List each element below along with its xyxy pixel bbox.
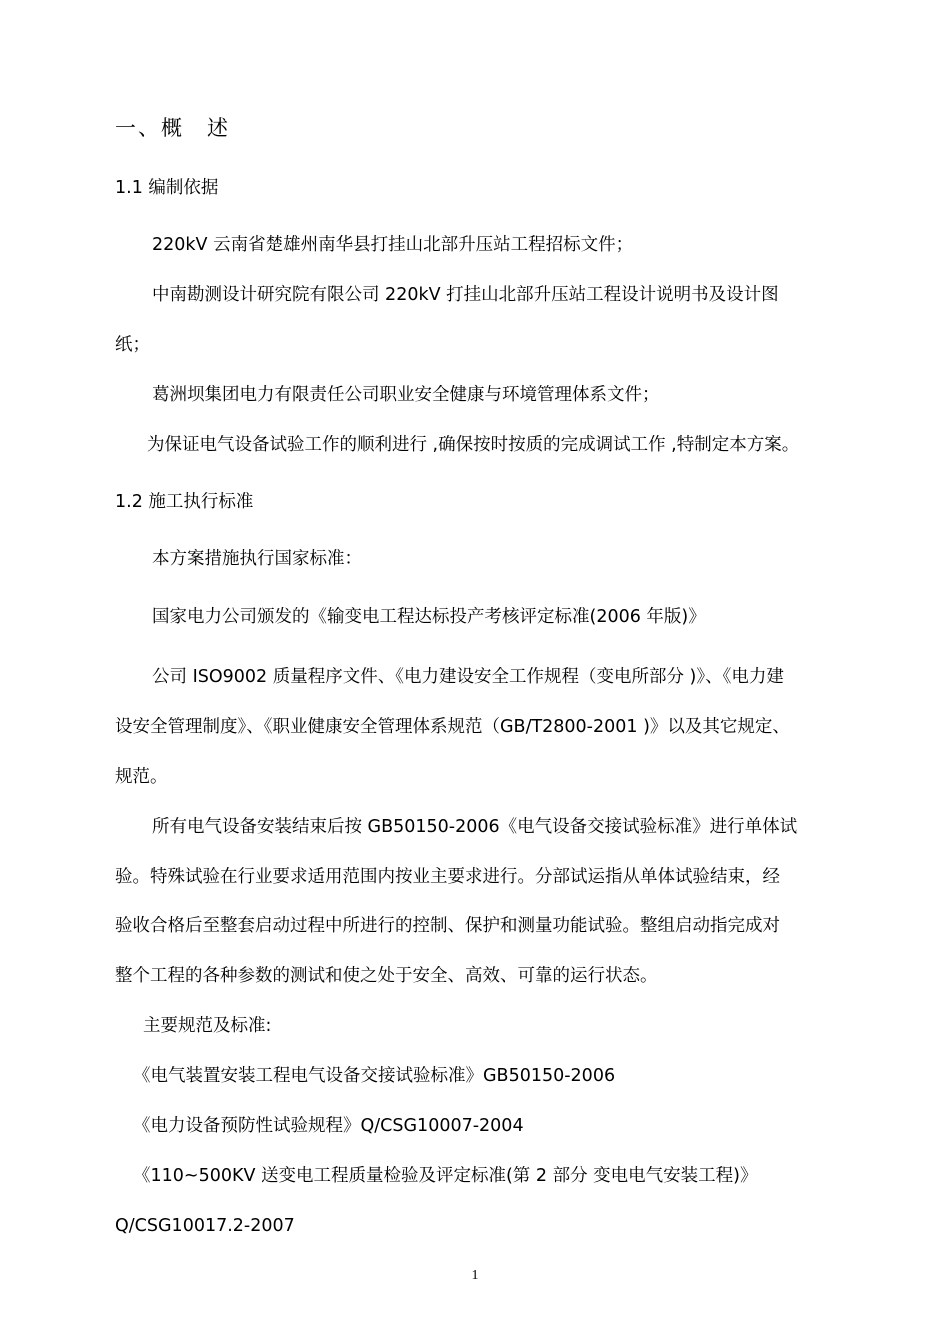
section-heading-1-2: 1.2 施工执行标准: [115, 492, 254, 512]
standard-reference: Q/CSG10017.2-2007: [115, 1216, 295, 1236]
paragraph: 220kV 云南省楚雄州南华县打挂山北部升压站工程招标文件；: [152, 235, 634, 255]
section-heading-1-1: 1.1 编制依据: [115, 178, 219, 198]
paragraph: 本方案措施执行国家标准：: [152, 549, 362, 569]
paragraph: 设安全管理制度》、《职业健康安全管理体系规范（GB/T2800-2001 )》以及其它规定、: [115, 717, 790, 737]
paragraph: 国家电力公司颁发的《输变电工程达标投产考核评定标准(2006 年版)》: [152, 607, 706, 627]
paragraph: 主要规范及标准:: [143, 1016, 272, 1036]
standard-reference: 《电力设备预防性试验规程》Q/CSG10007-2004: [133, 1116, 524, 1136]
paragraph: 公司 ISO9002 质量程序文件、《电力建设安全工作规程（变电所部分 )》、《电力建: [152, 667, 784, 687]
paragraph: 验收合格后至整套启动过程中所进行的控制、保护和测量功能试验。整组启动指完成对: [115, 916, 780, 936]
paragraph: 葛洲坝集团电力有限责任公司职业安全健康与环境管理体系文件；: [152, 385, 660, 405]
paragraph: 纸；: [115, 335, 150, 355]
paragraph: 所有电气设备安装结束后按 GB50150-2006《电气设备交接试验标准》进行单体试: [152, 817, 798, 837]
standard-reference: 《110~500KV 送变电工程质量检验及评定标准(第 2 部分 变电电气安装工程)》: [133, 1166, 758, 1186]
page-number: 1: [471, 1268, 479, 1283]
page-title: 一、概 述: [115, 116, 230, 140]
paragraph: 中南勘测设计研究院有限公司 220kV 打挂山北部升压站工程设计说明书及设计图: [152, 285, 779, 305]
paragraph: 验。特殊试验在行业要求适用范围内按业主要求进行。分部试运指从单体试验结束，经: [115, 867, 780, 887]
paragraph: 整个工程的各种参数的测试和使之处于安全、高效、可靠的运行状态。: [115, 966, 658, 986]
paragraph: 为保证电气设备试验工作的顺利进行 ,确保按时按质的完成调试工作 ,特制定本方案。: [147, 435, 800, 455]
standard-reference: 《电气装置安装工程电气设备交接试验标准》GB50150-2006: [133, 1066, 616, 1086]
paragraph: 规范。: [115, 767, 168, 787]
